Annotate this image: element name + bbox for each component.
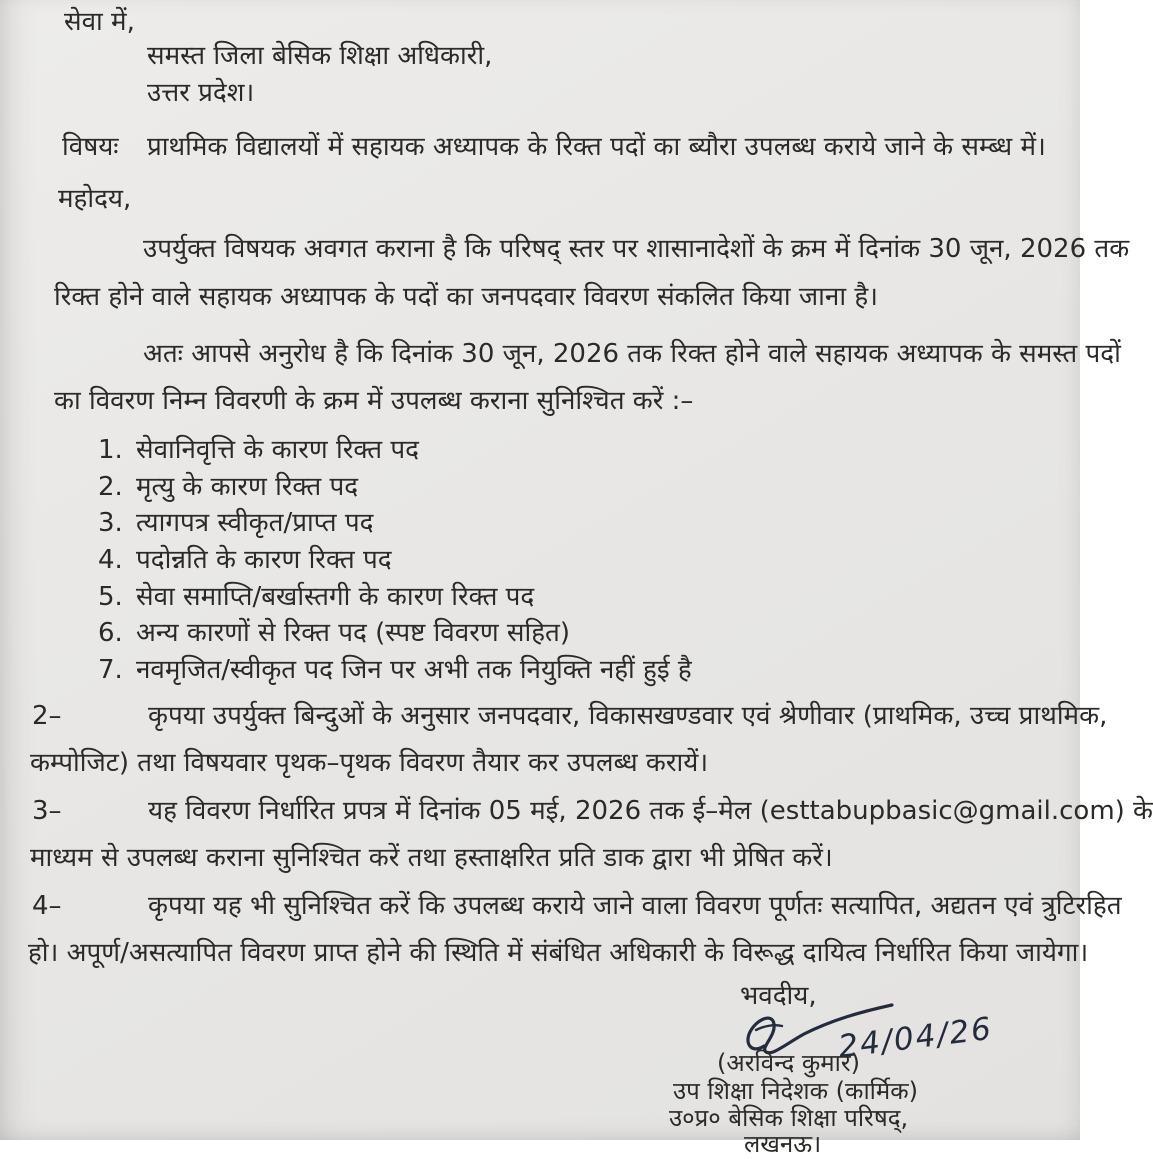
list-item xyxy=(98,430,419,466)
list-number: 7. xyxy=(98,655,123,685)
subject-text: प्राथमिक विद्यालयों में सहायक अध्यापक के रिक्त पदों का ब्यौरा उपलब्ध कराये जाने के सम्ब्ध में। xyxy=(147,132,1046,162)
para-n3-line-2: माध्यम से उपलब्ध कराना सुनिश्चित करें तथा हस्ताक्षरित प्रति डाक द्वारा भी प्रेषित करें। xyxy=(30,843,833,873)
para-n4-line-1: कृपया यह भी सुनिश्चित करें कि उपलब्ध कराये जाने वाला विवरण पूर्णतः सत्यापित, अद्यतन एवं त्रुटिरहित xyxy=(148,891,1122,921)
list-number: 3. xyxy=(98,508,123,538)
para-n3-line-1: यह विवरण निर्धारित प्रपत्र में दिनांक 05 मई, 2026 तक ई–मेल (esttabupbasic@gmail.com) के xyxy=(148,796,1153,826)
signatory-organization: उ०प्र० बेसिक शिक्षा परिषद्, xyxy=(669,1104,909,1132)
para-n2-number: 2– xyxy=(32,701,62,731)
signatory-place: लखनऊ। xyxy=(744,1130,822,1158)
signatory-name: (अरविन्द कुमार) xyxy=(717,1049,861,1077)
signatory-designation: उप शिक्षा निदेशक (कार्मिक) xyxy=(673,1077,919,1105)
list-text: सेवानिवृत्ति के कारण रिक्त पद xyxy=(136,435,419,465)
recipient-state: उत्तर प्रदेश। xyxy=(147,78,255,108)
subject-label: विषयः xyxy=(62,132,119,162)
list-item xyxy=(98,577,534,613)
list-item xyxy=(98,613,570,649)
list-item xyxy=(98,503,373,539)
list-number: 1. xyxy=(98,435,123,465)
list-number: 6. xyxy=(98,618,123,648)
list-text: सेवा समाप्ति/बर्खास्तगी के कारण रिक्त पद xyxy=(136,582,535,612)
to-line: सेवा में, xyxy=(64,7,135,37)
list-item xyxy=(98,467,358,503)
salutation: महोदय, xyxy=(58,184,132,214)
para-n2-line-2: कम्पोजिट) तथा विषयवार पृथक–पृथक विवरण तैयार कर उपलब्ध करायें। xyxy=(30,748,709,778)
complimentary-close: भवदीय, xyxy=(740,981,817,1011)
para-n3-number: 3– xyxy=(32,796,62,826)
para-1-line-1: उपर्युक्त विषयक अवगत कराना है कि परिषद् स्तर पर शासानादेशों के क्रम में दिनांक 30 जून, 2026 तक xyxy=(143,234,1130,264)
para-1-line-2: रिक्त होने वाले सहायक अध्यापक के पदों का जनपदवार विवरण संकलित किया जाना है। xyxy=(54,282,878,312)
para-2-line-1: अतः आपसे अनुरोध है कि दिनांक 30 जून, 2026 तक रिक्त होने वाले सहायक अध्यापक के समस्त पदों xyxy=(143,339,1121,369)
list-item xyxy=(98,540,392,576)
list-text: त्यागपत्र स्वीकृत/प्राप्त पद xyxy=(136,508,374,538)
para-n4-number: 4– xyxy=(32,891,62,921)
list-number: 2. xyxy=(98,472,123,502)
handwritten-date: 24/04/26 xyxy=(836,1010,995,1066)
list-item xyxy=(98,650,692,686)
para-n2-line-1: कृपया उपर्युक्त बिन्दुओं के अनुसार जनपदवार, विकासखण्डवार एवं श्रेणीवार (प्राथमिक, उच्च प्राथमिक, xyxy=(148,701,1108,731)
para-n4-line-2: हो। अपूर्ण/असत्यापित विवरण प्राप्त होने की स्थिति में संबंधित अधिकारी के विरूद्ध दायित्व निर्धारित किया जायेगा। xyxy=(28,938,1089,968)
list-text: मृत्यु के कारण रिक्त पद xyxy=(136,472,359,502)
list-number: 4. xyxy=(98,545,123,575)
recipient-name: समस्त जिला बेसिक शिक्षा अधिकारी, xyxy=(147,41,493,71)
list-text: नवमृजित/स्वीकृत पद जिन पर अभी तक नियुक्ति नहीं हुई है xyxy=(136,655,692,685)
list-text: अन्य कारणों से रिक्त पद (स्पष्ट विवरण सहित) xyxy=(136,618,570,648)
list-text: पदोन्नति के कारण रिक्त पद xyxy=(136,545,392,575)
para-2-line-2: का विवरण निम्न विवरणी के क्रम में उपलब्ध कराना सुनिश्चित करें :– xyxy=(54,386,694,416)
list-number: 5. xyxy=(98,582,123,612)
